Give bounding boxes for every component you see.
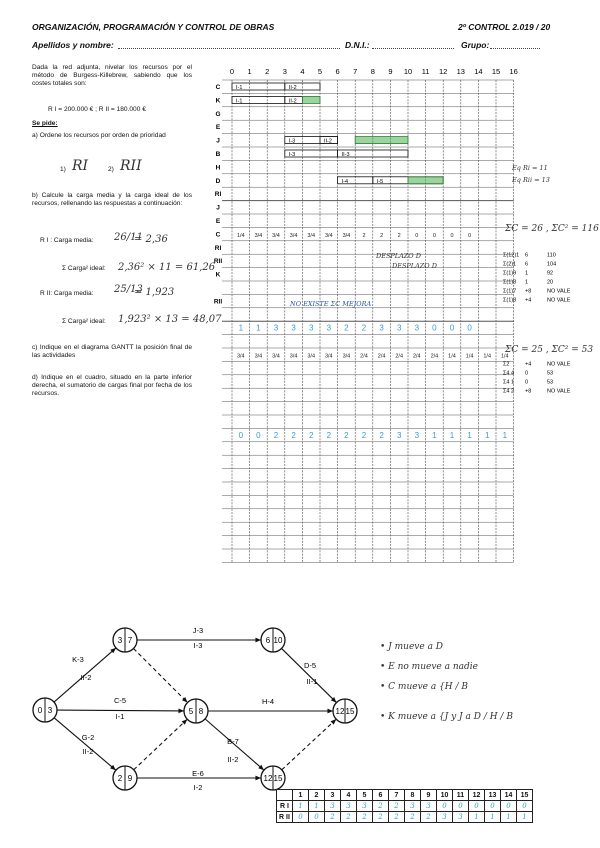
activity-label: E-6 [192,769,204,778]
ri-load-cell: 0 [415,232,419,239]
gantt-bar-label: I-5 [376,178,384,185]
activity-label: C-5 [113,696,127,705]
ri-final-cell: 3 [396,323,402,333]
node-late: 8 [198,707,204,716]
gantt-day-label: 6 [335,67,340,76]
gantt-day-label: 4 [300,67,305,76]
rii-trial-cell: Σ4 4 [503,370,515,377]
gantt-day-label: 1 [247,67,252,76]
node-late: 10 [273,636,283,645]
node-early: 6 [265,636,271,645]
arrow-j-head [255,638,261,643]
gantt-day-label: 15 [491,67,501,76]
node-late: 15 [273,774,283,783]
activity-label: J-3 [192,626,204,635]
gantt-day-label: 14 [474,67,483,76]
ri-trial-cell: Σ(2)1 [503,261,517,268]
ri-load-cell: 1/4 [236,232,245,239]
gantt-row-label: RII [213,258,223,266]
ri-load-cell: 2 [380,232,384,239]
a-answer2: RII [120,158,142,174]
load-table-cell: 2 [341,812,357,823]
rii-trial-cell: 53 [547,370,554,377]
question-d: d) Indique en el cuadro, situado en la parte inferior derecha, el sumatorio de cargas final por fecha de los recursos. [32,374,192,398]
ri-trial-cell: 1 [525,270,529,277]
load-table-cell: 2 [389,801,405,812]
rii-final-cell: 1 [432,430,437,440]
question-b: b) Calcule la carga media y la carga ideal de los recursos, rellenando las respuestas a continuación: [32,192,192,208]
move-note-1: • J mueve a D [380,642,444,652]
gantt-bar-label: I-3 [288,138,296,145]
r2-media-val: = 1,923 [134,287,175,298]
load-table-header: 3 [325,790,341,801]
load-table-cell: 2 [357,812,373,823]
load-table-cell: 3 [405,801,421,812]
gantt-bar-label: II-2 [288,98,297,105]
load-table-header: 1 [293,790,309,801]
rii-final-cell: 2 [379,430,384,440]
gantt-bar-label: II-2 [288,85,297,91]
ri-final-cell: 3 [308,323,314,333]
load-table-cell: 3 [325,801,341,812]
load-table-cell: 3 [437,812,453,823]
arrow-h-head [327,709,333,714]
ri-load-cell: 0 [432,232,436,239]
arrow-dummy-3 [282,719,336,770]
ri-final-cell: 3 [291,323,296,333]
load-table-cell: 2 [389,812,405,823]
move-note-3: • C mueve a {H / B [380,682,469,692]
gantt-row-label: C [215,84,221,91]
load-table-header: 5 [357,790,373,801]
activity-resource: II-1 [306,677,318,686]
load-table-cell: 2 [325,812,341,823]
rii-load-cell: 3/4 [236,353,245,360]
gantt-day-label: 9 [388,67,393,76]
arrow-e-head [255,776,261,781]
load-table-row-label: R I [277,801,293,812]
rii-trial-cell: Σ4 2 [503,388,515,395]
load-table-cell: 2 [421,812,437,823]
gantt-day-label: 2 [265,67,270,76]
ri-trial-cell: NO VALE [547,288,571,295]
load-table-cell: 0 [453,801,469,812]
note-eq-rii: Eq Rii = 13 [512,176,550,184]
ri-load-cell: 3/4 [254,232,263,239]
ri-final-cell: 0 [467,323,472,333]
ri-final-cell: 2 [344,323,349,333]
control-label: 2º CONTROL 2.019 / 20 [458,22,551,32]
rii-trial-cell: Σ2 [503,361,510,368]
load-table-cell: 0 [469,801,485,812]
rii-final-cell: 2 [291,430,296,440]
rii-trial-cell: NO VALE [547,361,571,368]
ri-load-cell: 2 [362,232,366,239]
ri-final-cell: 3 [414,323,420,333]
gantt-bar-label: I-3 [288,152,296,158]
activity-resource: II-2 [82,747,94,756]
gantt-bar-label: I-1 [236,98,243,105]
arrow-c-head [178,709,184,714]
ri-trial-cell: Σ(1)8 [503,297,517,304]
ri-final-cell: 1 [256,323,261,333]
activity-label: H-4 [261,697,275,706]
activity-resource: I-3 [193,641,203,650]
load-table-cell: 2 [405,812,421,823]
ri-load-cell: 3/4 [324,232,333,239]
gantt-row-label: H [215,164,221,172]
rii-final-cell: 1 [449,430,455,440]
load-table-header: 4 [341,790,357,801]
activity-resource: I-2 [193,783,203,792]
rii-final-cell: 2 [273,430,279,440]
rii-trial-cell: 0 [525,379,529,386]
rii-load-cell: 3/4 [289,353,298,360]
gantt-bar-label: II-2 [324,138,332,145]
arrow-g [54,718,116,770]
rii-sum-note: ΣC = 25 , ΣC² = 53 [505,345,594,355]
rii-final-cell: 3 [414,430,420,440]
load-table-header: 2 [309,790,325,801]
rii-trial-cell: 0 [525,370,529,377]
ri-load-cell: 2 [397,232,401,239]
rii-load-cell: 1/4 [448,353,456,360]
gantt-day-label: 3 [282,67,287,76]
desplazo-note-1: DESPLAZO D [376,252,421,260]
dni-label: D.N.I.: [345,40,370,50]
gantt-row-label: RI [214,191,222,199]
arrow-dummy-3-head [331,719,337,724]
load-table-cell: 1 [501,812,517,823]
load-table-header: 9 [421,790,437,801]
rii-load-cell: 3/4 [272,353,280,360]
ri-load-cell: 3/4 [272,232,280,239]
ri-load-cell: 3/4 [307,232,316,239]
load-table-cell: 3 [421,801,437,812]
move-note-2: • E no mueve a nadie [380,662,478,672]
load-table-header: 14 [501,790,517,801]
rii-trial-cell: 53 [547,379,554,386]
gantt-day-label: 5 [317,67,323,76]
ri-trial-cell: 110 [547,252,556,259]
load-table-cell: 0 [517,801,533,812]
activity-label: K-3 [72,655,84,664]
rii-final-cell: 1 [502,430,508,440]
ri-final-cell: 3 [326,323,332,333]
ri-trial-cell: 6 [525,252,529,259]
load-table-header: 6 [373,790,389,801]
question-c: c) Indique en el diagrama GANTT la posición final de las actividades [32,344,192,360]
desplazo-note-2: DESPLAZO D [392,262,437,270]
load-table-header: 13 [485,790,501,801]
rii-final-cell: 0 [238,430,244,440]
gantt-day-label: 13 [456,67,465,76]
r1-media-frac: 26/11 [114,232,143,243]
activity-label: D-5 [303,661,317,670]
arrow-dummy-1 [133,648,187,702]
rii-load-cell: 1/4 [500,353,509,360]
rii-final-cell: 2 [308,430,314,440]
load-table-cell: 3 [453,812,469,823]
activity-resource: I-1 [115,712,125,721]
gantt-day-label: 0 [229,67,235,76]
ri-final-cell: 0 [432,323,437,333]
gantt-bar-label: I-1 [236,85,243,91]
ri-trial-cell: +8 [525,288,532,295]
rii-load-cell: 1/4 [465,353,474,360]
ri-trial-cell: 20 [547,279,554,286]
load-table-header: 7 [389,790,405,801]
ri-trial-cell: Σ(1)9 [503,270,517,277]
rii-load-cell: 2/4 [395,353,404,360]
rii-final-cell: 0 [256,430,261,440]
rii-load-cell: 2/4 [412,353,421,360]
arrow-dummy-1-head [182,697,188,703]
gantt-bar-label: I-4 [341,178,349,185]
rii-final-cell: 3 [396,430,402,440]
rii-load-cell: 2/4 [377,353,386,360]
ri-trial-cell: Σ(12)1 [503,252,520,259]
note-eq-ri: Eq Ri = 11 [512,164,548,172]
ri-load-cell: 0 [468,232,472,239]
r2-ideal-label: Σ Carga² ideal: [62,318,106,325]
a-answer1: RI [72,158,89,174]
load-table-header [277,790,293,801]
r1-ideal-val: 2,36² × 11 = 61,26 [118,262,216,273]
se-pide: Se pide: [32,120,58,127]
load-table-header: 8 [405,790,421,801]
grupo-label: Grupo: [461,40,490,50]
gantt-row-label: RII [213,298,223,306]
load-table-cell: 0 [293,812,309,823]
load-table-row-label: R II [277,812,293,823]
node-late: 15 [345,707,355,716]
load-table-cell: 1 [469,812,485,823]
rii-trial-cell: NO VALE [547,388,571,395]
load-table-header: 15 [517,790,533,801]
load-table-cell: 1 [293,801,309,812]
activity-resource: II-2 [80,673,92,682]
node-early: 2 [117,774,123,783]
gantt-row-label: E [215,218,221,225]
gantt-row-label: RI [214,244,222,252]
a-num2: 2) [108,166,114,173]
node-late: 3 [47,706,53,715]
move-note-4: • K mueve a {J y J a D / H / B [380,712,513,722]
load-table-cell: 2 [373,812,389,823]
ri-final-cell: 3 [273,323,279,333]
ri-trial-cell: 1 [525,279,529,286]
ri-load-cell: 3/4 [342,232,351,239]
ri-trial-cell: +4 [525,297,532,304]
node-late: 7 [127,636,133,645]
r1-media-val: = 2,36 [134,234,168,245]
gantt-row-label: K [215,97,221,105]
node-late: 9 [127,774,133,783]
load-table-cell: 1 [309,801,325,812]
gantt-day-label: 16 [509,67,518,76]
ri-load-cell: 0 [450,232,454,239]
gantt-day-label: 8 [370,67,375,76]
arrow-dummy-2 [134,719,188,770]
node-early: 3 [117,636,123,645]
rii-final-cell: 1 [467,430,472,440]
gantt-row-label: G [215,110,221,118]
ri-final-cell: 2 [361,323,367,333]
ri-final-cell: 1 [238,323,244,333]
r2-media-frac: 25/13 [114,284,143,295]
r2-media-label: R II: Carga media: [40,290,94,297]
gantt-bar-label: II-3 [341,152,350,158]
load-table-cell: 0 [437,801,453,812]
gantt-row-label: J [216,204,220,212]
load-table-cell: 0 [309,812,325,823]
rii-final-cell: 2 [344,430,349,440]
arrow-d [282,648,337,702]
gantt-day-label: 10 [403,67,413,76]
load-table-header: 10 [437,790,453,801]
gantt-day-label: 11 [421,67,430,76]
load-table-cell: 1 [485,812,501,823]
load-table [276,789,533,823]
ri-trial-cell: 92 [547,270,554,277]
arrow-c [57,710,184,711]
node-early: 0 [37,706,43,715]
gantt-row-label: J [216,137,220,145]
question-a: a) Ordene los recursos por orden de prioridad [32,132,166,139]
ri-trial-cell: Σ(1)8 [503,279,517,286]
ri-sum-note: ΣC = 26 , ΣC² = 116 [505,224,599,234]
rii-final-cell: 2 [326,430,332,440]
node-early: 12 [335,707,345,716]
rii-load-cell: 3/4 [254,353,263,360]
gantt-day-label: 12 [439,67,448,76]
r2-ideal-val: 1,923² × 13 = 48,07 [118,314,222,325]
ri-trial-cell: NO VALE [547,297,571,304]
rii-load-cell: 3/4 [307,353,316,360]
no-existe-note: NO EXISTE ΣC MEJORA [290,300,372,308]
rii-final-cell: 1 [484,430,490,440]
a-num1: 1) [60,166,66,173]
load-table-cell: 0 [501,801,517,812]
node-early: 12 [263,774,273,783]
rii-final-cell: 2 [361,430,367,440]
rii-load-cell: 3/4 [324,353,333,360]
ri-load-cell: 3/4 [289,232,298,239]
gantt-row-label: E [215,124,221,132]
load-table-cell: 0 [485,801,501,812]
node-early: 5 [188,707,194,716]
rii-trial-cell: +8 [525,388,532,395]
course-title: ORGANIZACIÓN, PROGRAMACIÓN Y CONTROL DE OBRAS [32,22,275,32]
rii-load-cell: 2/4 [430,353,439,360]
rii-load-cell: 2/4 [360,353,368,360]
ri-trial-cell: Σ(1)7 [503,288,517,295]
load-table-cell: 1 [517,812,533,823]
costs-text: R I = 200.000 € ; R II = 180.000 € [48,106,146,113]
apellidos-label: Apellidos y nombre: [32,40,114,50]
gantt-row-label: C [215,231,221,239]
gantt-row-label: B [215,151,221,158]
load-table-cell: 3 [341,801,357,812]
gantt-row-label: K [215,271,221,279]
rii-trial-cell: Σ4 1 [503,379,515,386]
r1-media-label: R I : Carga media: [40,237,94,244]
load-table-header: 12 [469,790,485,801]
rii-trial-cell: +4 [525,361,532,368]
activity-resource: II-2 [227,755,239,764]
ri-final-cell: 3 [379,323,384,333]
load-table-cell: 2 [373,801,389,812]
gantt-row-label: D [215,177,221,185]
ri-trial-cell: 6 [525,261,529,268]
r1-ideal-label: Σ Carga² ideal: [62,265,106,272]
activity-label: B-7 [227,737,239,746]
ri-final-cell: 0 [449,323,455,333]
rii-load-cell: 1/4 [483,353,492,360]
ri-trial-cell: 104 [547,261,557,268]
intro-text: Dada la red adjunta, nivelar los recursos por el método de Burgess-Killebrew, sabiendo que los costes totales son: [32,64,192,88]
activity-label: G-2 [81,733,95,742]
load-table-header: 11 [453,790,469,801]
gantt-day-label: 7 [353,67,358,76]
load-table-cell: 3 [357,801,373,812]
rii-load-cell: 3/4 [342,353,351,360]
